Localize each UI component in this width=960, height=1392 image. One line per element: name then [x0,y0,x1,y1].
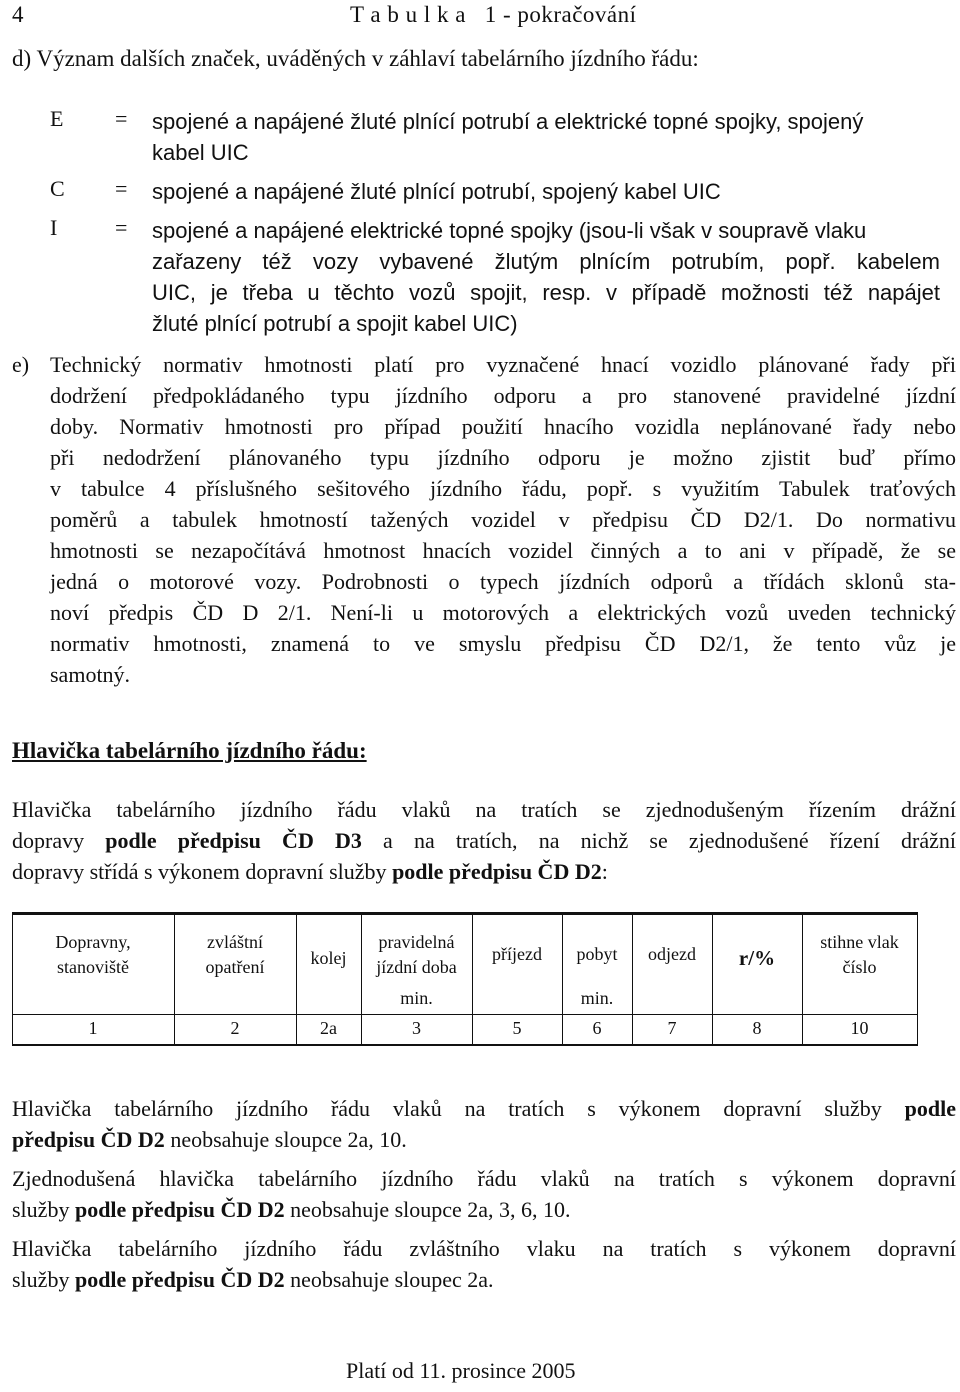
section-e-line: doby. Normativ hmotnosti pro případ použití hnacího vozidla neplánované řady nebo [50,414,956,439]
col-number: 5 [512,1018,522,1038]
col-header-running-time: pravidelná jízdní doba [376,932,457,977]
legend-line: zařazeny též vozy vybavené žlutým plnícím potrubím, popř. kabelem [152,249,940,274]
note-text: služby [12,1267,75,1292]
section-e-line: jedná o motorové vozy. Podrobnosti o typech jízdních odporů a třídách sklonů sta- [50,569,956,594]
section-e-line: noví předpis ČD D 2/1. Není-li u motorových a elektrických vozů uveden technický [50,600,956,625]
col-header-gradient: r/% [738,946,776,970]
intro-text: dopravy [12,828,106,853]
intro-text: a na tratích, na nichž se zjednodušené řízení drážní [361,828,957,853]
col-header-dwell: pobyt [576,944,618,964]
legend-text [152,106,942,168]
col-header-special-measures: zvláštní opatření [205,932,265,977]
intro-line [12,856,956,887]
table-heading: T a b u l k a 1 - pokračování [350,2,637,27]
col-number: 2a [320,1018,337,1038]
section-e-line: v tabulce 4 příslušného sešitového jízdního řádu, popř. s využitím Tabulek traťových [50,476,956,501]
legend-line: spojené a napájené elektrické topné spojky (jsou-li však v soupravě vlaku [152,218,867,243]
legend-line: UIC, je třeba u těchto vozů spojit, resp. v případě možnosti též napájet [152,280,940,305]
intro-paragraph [12,794,956,887]
col-header-connecting-train: stihne vlak číslo [820,932,899,977]
section-d-heading: d) Význam dalších značek, uváděných v záhlaví tabelárního jízdního řádu: [12,46,699,71]
legend-code: E [50,106,64,131]
table-bottom-rule [12,1044,918,1046]
legend-line: spojené a napájené žluté plnící potrubí, spojený kabel UIC [152,179,721,204]
legend-equals: = [115,176,128,201]
table-top-rule [12,912,918,915]
section-e-line: normativ hmotnosti, znamená to ve smyslu předpisu ČD D2/1, že tento vůz je [50,631,956,656]
section-e-line: poměrů a tabulek hmotností tažených vozidel v předpisu ČD D2/1. Do normativu [50,507,956,532]
col-number: 8 [752,1018,762,1038]
legend-line: spojené a napájené žluté plnící potrubí a elektrické topné spojky, spojený [152,109,864,134]
legend-equals: = [115,215,128,240]
col-divider [917,912,918,1046]
section-e-label: e) [12,352,30,377]
col-unit-dwell: min. [580,988,614,1008]
section-e-line: při nedodržení plánovaného typu jízdního odporu je možno zjistit buď přímo [50,445,956,470]
col-header-departure: odjezd [648,944,696,964]
note-line [12,1093,956,1124]
note-text: neobsahuje sloupce 2a, 10. [164,1127,407,1152]
col-number: 3 [412,1018,421,1038]
note-paragraph [12,1233,956,1295]
intro-text: dopravy střídá s výkonem dopravní služby [12,859,393,884]
note-ref: podle předpisu ČD D2 [74,1197,285,1222]
note-text: služby [12,1197,75,1222]
intro-line: Hlavička tabelárního jízdního řádu vlaků na tratích se zjednodušeným řízením drážní [12,797,956,822]
section-e-line: hmotnosti se nezapočítává hmotnost hnacích vozidel činných a to ani v případě, že se [50,538,956,563]
note-line [12,1264,956,1295]
legend-code: C [50,176,65,201]
col-unit-running-time: min. [400,988,433,1008]
legend-code: I [50,215,58,240]
note-ref: podle [904,1096,956,1121]
col-header-stations: Dopravny, stanoviště [55,932,131,977]
timetable-header-table [12,912,918,1046]
intro-ref-d3: podle předpisu ČD D3 [105,828,362,853]
legend-line: kabel UIC [152,140,249,165]
note-line: Hlavička tabelárního jízdního řádu zvláštního vlaku na tratích s výkonem dopravní [12,1236,956,1261]
note-line [12,1194,956,1225]
note-text: neobsahuje sloupec 2a. [284,1267,494,1292]
section-e-line: dodržení předpokládaného typu jízdního odporu a pro stanovené pravidelné jízdní [50,383,956,408]
note-ref: předpisu ČD D2 [12,1127,165,1152]
col-number: 10 [850,1018,869,1038]
col-number: 1 [88,1018,98,1038]
col-number: 7 [667,1018,677,1038]
note-text: Hlavička tabelárního jízdního řádu vlaků na tratích s výkonem dopravní služby [12,1096,905,1121]
legend-line: žluté plnící potrubí a spojit kabel UIC) [152,311,518,336]
header-section-title: Hlavička tabelárního jízdního řádu: [12,738,367,763]
intro-ref-d2: podle předpisu ČD D2 [392,859,602,884]
col-header-track: kolej [310,948,347,968]
legend-equals: = [115,106,128,131]
section-e-text [50,349,956,690]
validity-footer: Platí od 11. prosince 2005 [346,1358,576,1383]
note-text: neobsahuje sloupce 2a, 3, 6, 10. [284,1197,571,1222]
intro-text: : [601,859,608,884]
col-number: 6 [592,1018,602,1038]
note-line [12,1124,956,1155]
note-paragraph [12,1163,956,1225]
intro-line [12,825,956,856]
table-mid-rule [12,1014,918,1015]
legend-text [152,215,940,339]
col-number: 2 [230,1018,240,1038]
col-header-arrival: příjezd [492,944,542,964]
note-line: Zjednodušená hlavička tabelárního jízdního řádu vlaků na tratích s výkonem dopravní [12,1166,956,1191]
section-e-line: Technický normativ hmotnosti platí pro vyznačené hnací vozidlo plánované řady při [50,352,956,377]
legend-text [152,176,942,207]
section-e-line: samotný. [50,662,131,687]
page-number: 4 [12,2,24,27]
note-paragraph [12,1093,956,1155]
note-ref: podle předpisu ČD D2 [74,1267,285,1292]
